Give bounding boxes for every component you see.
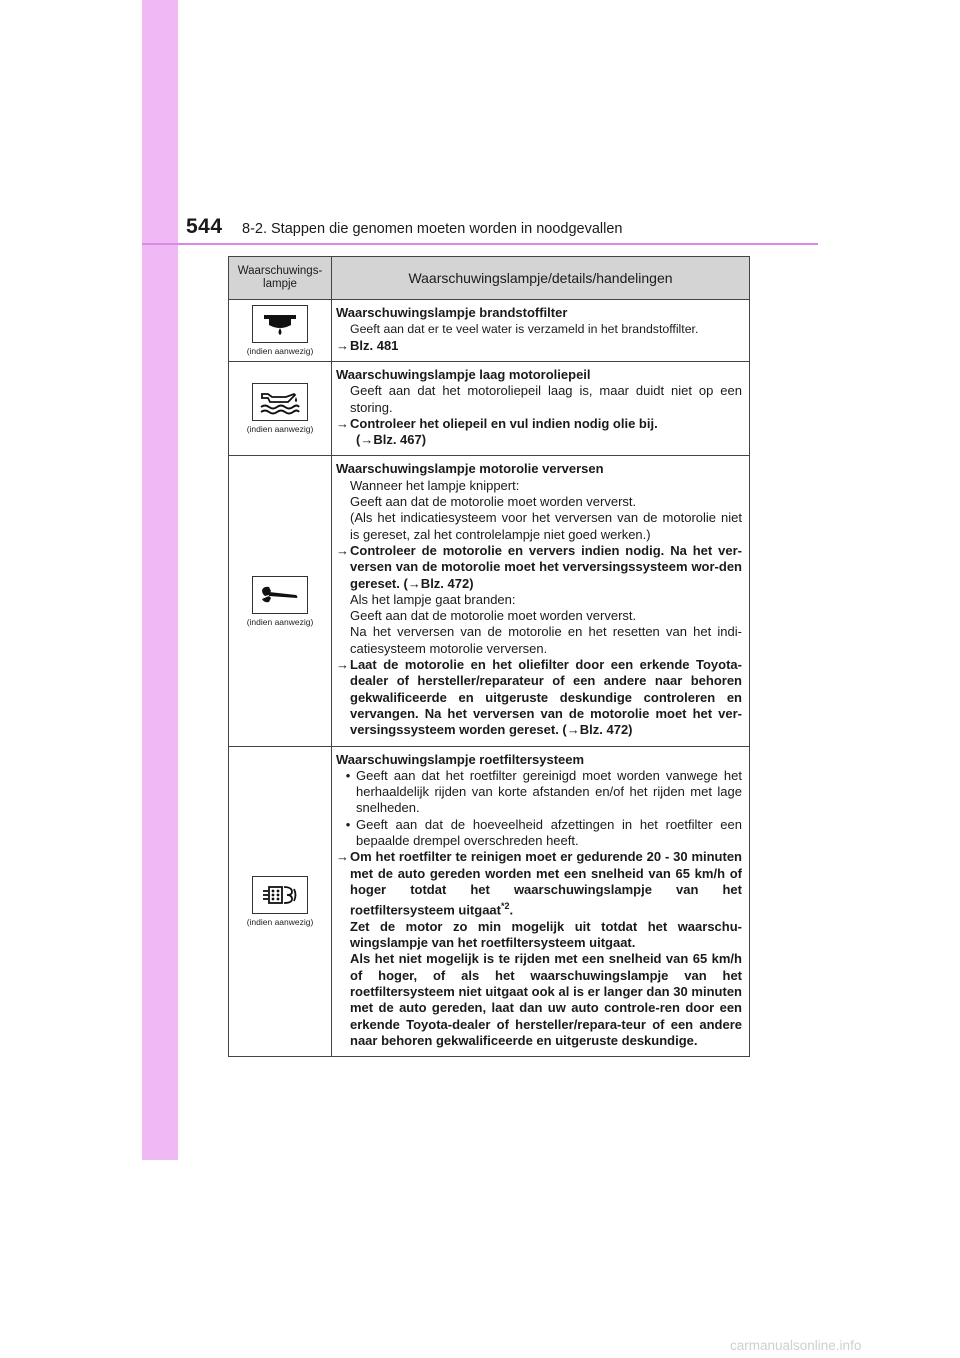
text-cell (332, 746, 750, 1057)
row-description-line: Wanneer het lampje knippert: (350, 477, 520, 493)
table-header-row (229, 257, 750, 300)
column-header-lamp: Waarschuwings- lampje (229, 257, 332, 300)
list-item (336, 768, 742, 817)
text-cell (332, 300, 750, 362)
icon-note: (indien aanwezig) (246, 616, 314, 627)
row-description-line: Geeft aan dat de motorolie moet worden ververst. (350, 608, 637, 624)
row-description: Geeft aan dat het motoroliepeil laag is, maar duidt niet op een storing. (350, 383, 742, 415)
arrow-icon: → (336, 415, 349, 431)
footer-watermark: carmanualsonline.info (730, 1338, 862, 1353)
row-description-line: Na het verversen van de motorolie en het resetten van het indi-catiesysteem motorolie verversen. (350, 624, 742, 656)
icon-cell (229, 300, 332, 362)
row-description-line: Geeft aan dat de motorolie moet worden ververst. (350, 494, 637, 510)
chapter-side-band (142, 0, 178, 1160)
table-row (229, 746, 750, 1057)
row-title: Waarschuwingslampje brandstoffilter (336, 305, 568, 320)
icon-note: (indien aanwezig) (246, 424, 314, 435)
text-cell (332, 362, 750, 456)
bullet-text: Geeft aan dat het roetfilter gereinigd moet worden vanwege het herhaaldelijk rijden van korte afstanden en/of het rijden met lage snelheden. (356, 767, 742, 816)
oil-level-icon (252, 383, 308, 421)
action-main: Om het roetfilter te reinigen moet er gedurende 20 - 30 minuten met de auto gereden worden met een snelheid van 65 km/h of hoger totdat het waarschuwingslampje van het roetfiltersysteem uitgaat (350, 849, 742, 918)
section-title: 8-2. Stappen die genomen moeten worden in noodgevallen (242, 221, 623, 237)
arrow-icon: → (336, 849, 349, 865)
arrow-icon: → (336, 657, 349, 673)
page-reference: (→Blz. 467) (356, 432, 427, 448)
row-title: Waarschuwingslampje roetfiltersysteem (336, 751, 585, 767)
row-description-line: Als het lampje gaat branden: (350, 591, 516, 607)
table-row (229, 456, 750, 746)
icon-cell (229, 362, 332, 456)
action-text: Laat de motorolie en het oliefilter door een erkende Toyota-dealer of hersteller/reparateur of een andere naar behoren gekwalificeerde en uitgeruste deskundige controleren en vervangen. Na het verversen van de motorolie moet het ver-versingssysteem worden gereset. (→Blz. 472) (350, 657, 742, 738)
footnote-marker: *2 (501, 901, 510, 912)
icon-note: (indien aanwezig) (246, 916, 314, 927)
column-header-details: Waarschuwingslampje/details/handelingen (332, 257, 750, 300)
action-text: Controleer het oliepeil en vul indien nodig olie bij. (350, 415, 658, 431)
action-text (350, 849, 742, 919)
icon-cell (229, 746, 332, 1057)
table-row (229, 362, 750, 456)
action-line (336, 416, 742, 432)
header-divider (142, 243, 818, 245)
action-line (336, 849, 742, 919)
bullet-text: Geeft aan dat de hoeveelheid afzettingen in het roetfilter een bepaalde drempel overschreden heeft. (356, 816, 742, 849)
row-description: Geeft aan dat er te veel water is verzameld in het brandstoffilter. (350, 322, 699, 337)
particulate-filter-icon (252, 876, 308, 914)
bullet-icon: • (345, 767, 351, 783)
row-title: Waarschuwingslampje laag motoroliepeil (336, 367, 591, 382)
action-continuation: Zet de motor zo min mogelijk uit totdat het waarschu-wingslampje van het roetfiltersysteem uitgaat. (350, 918, 742, 951)
page-number: 544 (186, 215, 223, 238)
arrow-icon: → (336, 542, 349, 558)
action-line (336, 338, 742, 354)
action-end: . (509, 902, 514, 918)
warning-light-table (228, 256, 750, 1057)
action-line (336, 543, 742, 592)
row-title: Waarschuwingslampje motorolie verversen (336, 461, 604, 477)
wrench-icon (252, 576, 308, 614)
row-description-line: (Als het indicatiesysteem voor het verversen van de motorolie niet is gereset, zal het controlelampje niet goed werken.) (350, 510, 742, 542)
arrow-icon: → (336, 337, 349, 353)
action-line (336, 657, 742, 738)
icon-cell (229, 456, 332, 746)
bullet-icon: • (345, 816, 351, 832)
list-item (336, 817, 742, 850)
fuel-filter-water-icon (252, 305, 308, 343)
page-reference: Blz. 481 (350, 337, 399, 353)
text-cell (332, 456, 750, 746)
table-row (229, 300, 750, 362)
icon-note: (indien aanwezig) (246, 346, 314, 356)
action-text: Controleer de motorolie en ververs indien nodig. Na het ver-versen van de motorolie moet het verversingssysteem wor-den gereset. (→Blz. 472) (350, 542, 742, 591)
action-continuation: Als het niet mogelijk is te rijden met een snelheid van 65 km/h of hoger, of als het waarschuwingslampje van het roetfiltersysteem niet uitgaat ook al is er langer dan 30 minuten met de auto gereden, laat dan uw auto controle-ren door een erkende Toyota-dealer of hersteller/repara-teur of een andere naar behoren gekwalificeerde en uitgeruste deskundige. (350, 951, 742, 1048)
